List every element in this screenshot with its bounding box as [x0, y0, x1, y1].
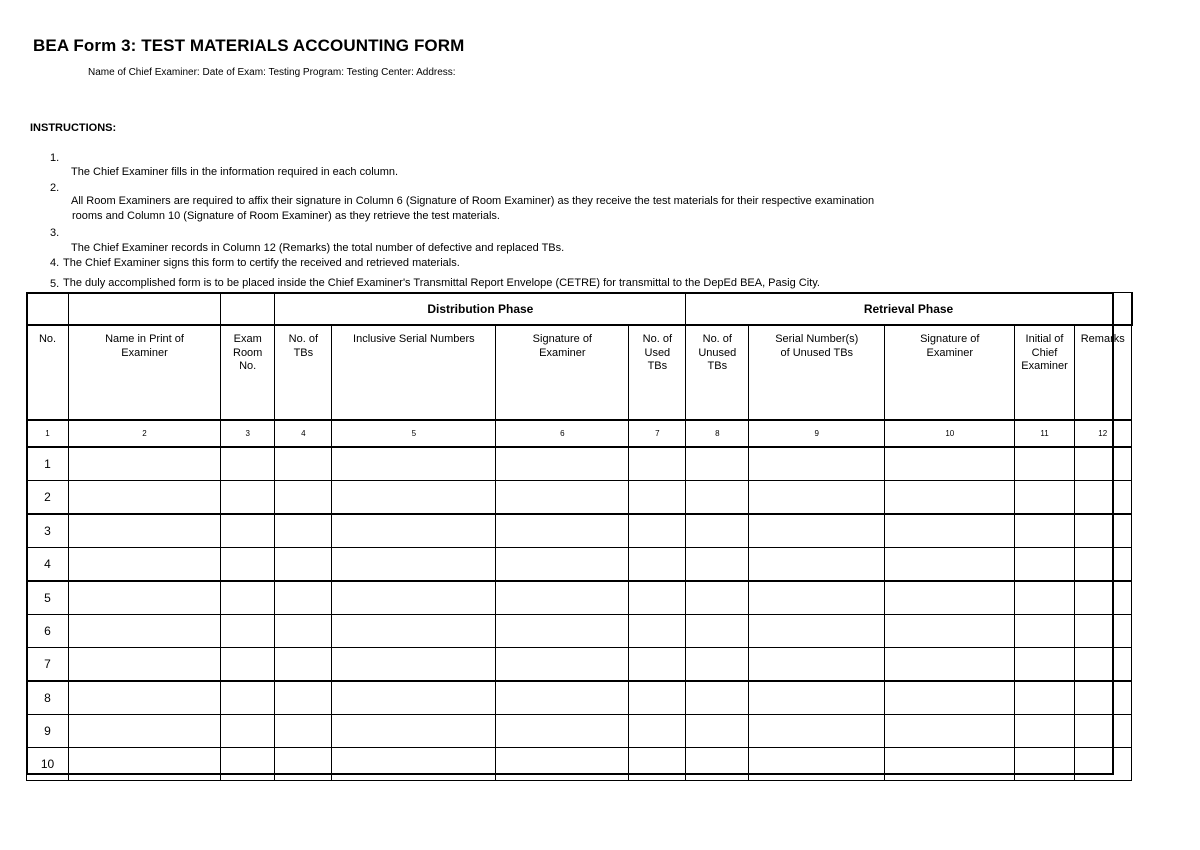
blank-entry-cell[interactable]	[332, 648, 496, 682]
blank-entry-cell[interactable]	[1015, 548, 1074, 582]
blank-entry-cell[interactable]	[749, 481, 885, 515]
blank-entry-cell[interactable]	[629, 715, 686, 748]
blank-entry-cell[interactable]	[332, 447, 496, 481]
blank-entry-cell[interactable]	[332, 615, 496, 648]
blank-entry-cell[interactable]	[686, 715, 749, 748]
column-header-initial-chief: Initial of Chief Examiner	[1015, 325, 1074, 420]
blank-entry-cell[interactable]	[1015, 748, 1074, 781]
blank-entry-cell[interactable]	[69, 581, 221, 615]
blank-entry-cell[interactable]	[69, 615, 221, 648]
table-row	[27, 681, 1133, 715]
blank-header-cell	[27, 293, 69, 326]
blank-entry-cell[interactable]	[629, 481, 686, 515]
blank-entry-cell[interactable]	[629, 648, 686, 682]
blank-entry-cell[interactable]	[221, 481, 275, 515]
blank-entry-cell[interactable]	[885, 581, 1015, 615]
blank-header-cell	[69, 293, 221, 326]
blank-entry-cell[interactable]	[332, 514, 496, 548]
blank-entry-cell[interactable]	[1015, 581, 1074, 615]
blank-entry-cell[interactable]	[1074, 681, 1131, 715]
column-header-inclusive-serial: Inclusive Serial Numbers	[332, 325, 496, 420]
blank-entry-cell[interactable]	[221, 648, 275, 682]
column-header-serial-unused: Serial Number(s) of Unused TBs	[749, 325, 885, 420]
blank-entry-cell[interactable]	[275, 681, 332, 715]
blank-entry-cell[interactable]	[885, 648, 1015, 682]
column-number: 4	[275, 420, 332, 447]
blank-entry-cell[interactable]	[221, 615, 275, 648]
blank-entry-cell[interactable]	[496, 447, 629, 481]
blank-entry-cell[interactable]	[496, 715, 629, 748]
column-header-name: Name in Print of Examiner	[69, 325, 221, 420]
blank-entry-cell[interactable]	[275, 514, 332, 548]
blank-entry-cell[interactable]	[1074, 615, 1131, 648]
blank-entry-cell[interactable]	[629, 514, 686, 548]
blank-entry-cell[interactable]	[885, 447, 1015, 481]
column-header-no: No.	[27, 325, 69, 420]
blank-entry-cell[interactable]	[629, 581, 686, 615]
blank-entry-cell[interactable]	[1074, 514, 1131, 548]
blank-entry-cell[interactable]	[1074, 548, 1131, 582]
column-number: 2	[69, 420, 221, 447]
column-number: 9	[749, 420, 885, 447]
blank-entry-cell[interactable]	[1015, 648, 1074, 682]
blank-entry-cell[interactable]	[69, 681, 221, 715]
instruction-text: All Room Examiners are required to affix their signature in Column 6 (Signature of Room Examiner) as they receive the test materials for their respective examination	[71, 195, 875, 207]
blank-entry-cell[interactable]	[686, 481, 749, 515]
blank-entry-cell[interactable]	[69, 648, 221, 682]
column-number: 7	[629, 420, 686, 447]
accounting-table	[26, 292, 1133, 781]
table-row	[27, 648, 1133, 682]
blank-entry-cell[interactable]	[69, 481, 221, 515]
row-number: 9	[27, 715, 69, 748]
form-title: BEA Form 3: TEST MATERIALS ACCOUNTING FORM	[33, 36, 465, 55]
instruction-text: The duly accomplished form is to be placed inside the Chief Examiner's Transmittal Report Envelope (CETRE) for transmittal to the DepEd BEA, Pasig City.	[63, 277, 820, 289]
blank-entry-cell[interactable]	[749, 748, 885, 781]
table-row	[27, 481, 1133, 515]
table-row	[27, 548, 1133, 582]
blank-entry-cell[interactable]	[221, 748, 275, 781]
column-number: 1	[27, 420, 69, 447]
blank-entry-cell[interactable]	[629, 447, 686, 481]
column-header-exam-room: Exam Room No.	[221, 325, 275, 420]
blank-entry-cell[interactable]	[749, 548, 885, 582]
blank-entry-cell[interactable]	[69, 715, 221, 748]
table-row	[27, 615, 1133, 648]
blank-entry-cell[interactable]	[749, 648, 885, 682]
blank-entry-cell[interactable]	[1015, 447, 1074, 481]
blank-entry-cell[interactable]	[275, 615, 332, 648]
column-number: 5	[332, 420, 496, 447]
blank-entry-cell[interactable]	[496, 481, 629, 515]
blank-entry-cell[interactable]	[275, 648, 332, 682]
blank-entry-cell[interactable]	[686, 548, 749, 582]
blank-entry-cell[interactable]	[885, 481, 1015, 515]
distribution-phase-header: Distribution Phase	[275, 293, 686, 326]
blank-entry-cell[interactable]	[1074, 748, 1131, 781]
blank-header-cell	[221, 293, 275, 326]
blank-entry-cell[interactable]	[885, 514, 1015, 548]
blank-entry-cell[interactable]	[221, 447, 275, 481]
column-number: 8	[686, 420, 749, 447]
retrieval-phase-header: Retrieval Phase	[686, 293, 1131, 326]
instruction-number: 1.	[50, 152, 60, 164]
table-row	[27, 514, 1133, 548]
table-row	[27, 581, 1133, 615]
column-header-used-tbs: No. of Used TBs	[629, 325, 686, 420]
blank-entry-cell[interactable]	[69, 447, 221, 481]
blank-entry-cell[interactable]	[332, 481, 496, 515]
blank-entry-cell[interactable]	[221, 548, 275, 582]
blank-entry-cell[interactable]	[1015, 615, 1074, 648]
blank-entry-cell[interactable]	[686, 447, 749, 481]
blank-entry-cell[interactable]	[332, 681, 496, 715]
row-number: 8	[27, 681, 69, 715]
table-row	[27, 715, 1133, 748]
blank-entry-cell[interactable]	[686, 648, 749, 682]
row-number: 6	[27, 615, 69, 648]
blank-entry-cell[interactable]	[332, 748, 496, 781]
column-header-signature-retrieval: Signature of Examiner	[885, 325, 1015, 420]
blank-entry-cell[interactable]	[221, 715, 275, 748]
blank-entry-cell[interactable]	[496, 648, 629, 682]
blank-entry-cell[interactable]	[1074, 447, 1131, 481]
blank-entry-cell[interactable]	[332, 715, 496, 748]
blank-entry-cell[interactable]	[275, 447, 332, 481]
table-row	[27, 748, 1133, 781]
blank-entry-cell[interactable]	[275, 548, 332, 582]
blank-entry-cell[interactable]	[1015, 715, 1074, 748]
instruction-number: 5.	[50, 278, 60, 290]
column-number: 12	[1074, 420, 1131, 447]
instruction-number: 3.	[50, 227, 60, 239]
row-number: 3	[27, 514, 69, 548]
blank-entry-cell[interactable]	[1074, 481, 1131, 515]
column-number: 3	[221, 420, 275, 447]
blank-entry-cell[interactable]	[1074, 581, 1131, 615]
column-header-signature-distribution: Signature of Examiner	[496, 325, 629, 420]
blank-entry-cell[interactable]	[885, 748, 1015, 781]
column-number: 11	[1015, 420, 1074, 447]
blank-entry-cell[interactable]	[1015, 481, 1074, 515]
blank-entry-cell[interactable]	[496, 681, 629, 715]
blank-entry-cell[interactable]	[275, 715, 332, 748]
blank-entry-cell[interactable]	[69, 548, 221, 582]
blank-entry-cell[interactable]	[275, 581, 332, 615]
blank-entry-cell[interactable]	[275, 748, 332, 781]
blank-entry-cell[interactable]	[221, 581, 275, 615]
blank-entry-cell[interactable]	[749, 514, 885, 548]
instruction-number: 4.	[50, 257, 60, 269]
column-header-unused-tbs: No. of Unused TBs	[686, 325, 749, 420]
column-header-no-of-tbs: No. of TBs	[275, 325, 332, 420]
instruction-text-continued: rooms and Column 10 (Signature of Room Examiner) as they retrieve the test materials.	[72, 210, 500, 222]
blank-entry-cell[interactable]	[885, 681, 1015, 715]
blank-entry-cell[interactable]	[749, 615, 885, 648]
blank-entry-cell[interactable]	[749, 447, 885, 481]
blank-entry-cell[interactable]	[1074, 715, 1131, 748]
blank-entry-cell[interactable]	[885, 715, 1015, 748]
instructions-heading: INSTRUCTIONS:	[30, 122, 117, 134]
blank-entry-cell[interactable]	[496, 581, 629, 615]
row-number: 7	[27, 648, 69, 682]
row-number: 5	[27, 581, 69, 615]
blank-entry-cell[interactable]	[1074, 648, 1131, 682]
blank-entry-cell[interactable]	[749, 581, 885, 615]
blank-entry-cell[interactable]	[749, 681, 885, 715]
row-number: 2	[27, 481, 69, 515]
form-subtitle: Name of Chief Examiner: Date of Exam: Testing Program: Testing Center: Address:	[88, 67, 456, 78]
blank-entry-cell[interactable]	[885, 548, 1015, 582]
blank-entry-cell[interactable]	[629, 615, 686, 648]
blank-entry-cell[interactable]	[1015, 681, 1074, 715]
blank-entry-cell[interactable]	[496, 514, 629, 548]
instruction-text: The Chief Examiner fills in the information required in each column.	[71, 166, 399, 178]
blank-entry-cell[interactable]	[1015, 514, 1074, 548]
column-number: 10	[885, 420, 1015, 447]
blank-entry-cell[interactable]	[496, 748, 629, 781]
blank-header-cell	[1131, 293, 1132, 326]
row-number: 10	[27, 748, 69, 781]
blank-entry-cell[interactable]	[496, 548, 629, 582]
blank-entry-cell[interactable]	[885, 615, 1015, 648]
instruction-text: The Chief Examiner signs this form to certify the received and retrieved materials.	[63, 257, 460, 269]
row-number: 1	[27, 447, 69, 481]
blank-entry-cell[interactable]	[686, 615, 749, 648]
blank-entry-cell[interactable]	[221, 514, 275, 548]
column-header-remarks: Remarks	[1074, 325, 1131, 420]
blank-entry-cell[interactable]	[629, 681, 686, 715]
table-row	[27, 447, 1133, 481]
blank-entry-cell[interactable]	[332, 581, 496, 615]
blank-entry-cell[interactable]	[686, 748, 749, 781]
blank-entry-cell[interactable]	[221, 681, 275, 715]
blank-entry-cell[interactable]	[69, 514, 221, 548]
blank-entry-cell[interactable]	[332, 548, 496, 582]
blank-entry-cell[interactable]	[749, 715, 885, 748]
blank-entry-cell[interactable]	[686, 681, 749, 715]
blank-entry-cell[interactable]	[275, 481, 332, 515]
row-number: 4	[27, 548, 69, 582]
blank-entry-cell[interactable]	[69, 748, 221, 781]
blank-entry-cell[interactable]	[686, 581, 749, 615]
blank-entry-cell[interactable]	[629, 748, 686, 781]
instruction-number: 2.	[50, 182, 60, 194]
blank-entry-cell[interactable]	[496, 615, 629, 648]
column-number: 6	[496, 420, 629, 447]
instruction-text: The Chief Examiner records in Column 12 (Remarks) the total number of defective and replaced TBs.	[71, 242, 565, 254]
blank-entry-cell[interactable]	[629, 548, 686, 582]
blank-entry-cell[interactable]	[686, 514, 749, 548]
